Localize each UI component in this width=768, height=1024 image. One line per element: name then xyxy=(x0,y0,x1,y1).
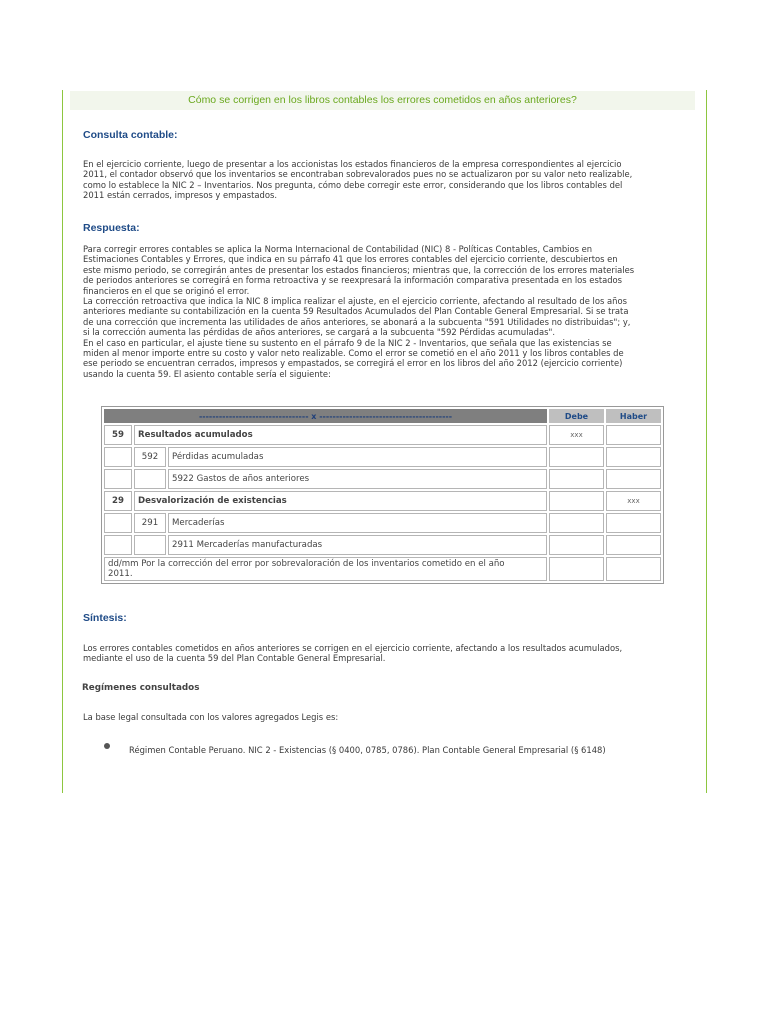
haber-value xyxy=(606,513,661,533)
respuesta-line: este mismo periodo, se corregirán antes de presentar los estados financieros; mientras que, la corrección de los errores materiales xyxy=(83,264,635,275)
debe-value xyxy=(549,469,604,489)
consulta-paragraph xyxy=(83,159,683,201)
table-footer-row xyxy=(104,557,661,581)
account-name: Pérdidas acumuladas xyxy=(168,447,547,467)
haber-value xyxy=(606,425,661,445)
account-code xyxy=(104,469,132,489)
table-row xyxy=(104,425,661,445)
respuesta-line: de una corrección que incrementa las utilidades de años anteriores, se abonará a la subcuenta "591 Utilidades no distribuidas"; y, xyxy=(83,316,631,327)
table-row xyxy=(104,447,661,467)
gloss-line: 2011. xyxy=(108,569,133,579)
subaccount-code xyxy=(134,469,166,489)
sintesis-heading: Síntesis: xyxy=(83,612,127,624)
bullet-icon xyxy=(104,743,110,749)
table-row xyxy=(104,491,661,511)
debe-value xyxy=(549,557,604,581)
regimen-item: Régimen Contable Peruano. NIC 2 - Existencias (§ 0400, 0785, 0786). Plan Contable General Empresarial (§ 6148) xyxy=(129,745,606,755)
respuesta-paragraph xyxy=(83,244,683,379)
sintesis-paragraph xyxy=(83,643,683,664)
haber-value xyxy=(606,535,661,555)
respuesta-line: si la corrección aumenta las pérdidas de años anteriores, se cargará a la subcuenta "592 Pérdidas acumuladas". xyxy=(83,327,555,338)
table-row xyxy=(104,513,661,533)
subaccount-code: 291 xyxy=(134,513,166,533)
consulta-line: como lo establece la NIC 2 – Inventarios. Nos pregunta, cómo debe corregir este error, considerando que los libros contables del xyxy=(83,179,623,190)
gloss-line: dd/mm Por la corrección del error por sobrevaloración de los inventarios cometido en el año xyxy=(108,559,505,569)
respuesta-line: En el caso en particular, el ajuste tiene su sustento en el párrafo 9 de la NIC 2 - Inventarios, que señala que las existencias se xyxy=(83,337,612,348)
debe-value xyxy=(549,447,604,467)
respuesta-heading: Respuesta: xyxy=(83,222,140,234)
respuesta-line: anteriores mediante su contabilización en la cuenta 59 Resultados Acumulados del Plan Contable General Empresarial. Si se trata xyxy=(83,306,629,317)
subaccount-code: 592 xyxy=(134,447,166,467)
consulta-line: 2011 están cerrados, impresos y empastados. xyxy=(83,190,277,201)
respuesta-line: de periodos anteriores se corregirá en forma retroactiva y se reexpresará la información comparativa presentada en los estados xyxy=(83,275,623,286)
respuesta-line: Estimaciones Contables y Errores, que indica en su párrafo 41 que los errores contables del ejercicio corriente, descubiertos en xyxy=(83,254,618,265)
debe-value xyxy=(549,535,604,555)
entry-gloss xyxy=(104,557,547,581)
respuesta-line: La corrección retroactiva que indica la NIC 8 implica realizar el ajuste, en el ejercicio corriente, afectando al resultado de los años xyxy=(83,296,627,307)
debe-value: xxx xyxy=(549,425,604,445)
table-row xyxy=(104,535,661,555)
sintesis-line: Los errores contables cometidos en años anteriores se corrigen en el ejercicio corriente, afectando a los resultados acumulados, xyxy=(83,643,623,653)
debe-value xyxy=(549,491,604,511)
haber-value xyxy=(606,447,661,467)
regimenes-heading: Regímenes consultados xyxy=(82,683,200,693)
account-name: 2911 Mercaderías manufacturadas xyxy=(168,535,547,555)
account-name: Mercaderías xyxy=(168,513,547,533)
consulta-heading: Consulta contable: xyxy=(83,129,178,141)
sintesis-line: mediante el uso de la cuenta 59 del Plan Contable General Empresarial. xyxy=(83,653,386,664)
consulta-line: En el ejercicio corriente, luego de presentar a los accionistas los estados financieros de la empresa correspondientes al ejercicio xyxy=(83,159,622,169)
account-code xyxy=(104,535,132,555)
account-code: 59 xyxy=(104,425,132,445)
consulta-line: 2011, el contador observó que los inventarios se encontraban sobrevalorados pues no se actualizaron por su valor neto realizable, xyxy=(83,169,633,180)
debe-value xyxy=(549,513,604,533)
table-row xyxy=(104,469,661,489)
haber-header: Haber xyxy=(606,409,661,423)
account-name: 5922 Gastos de años anteriores xyxy=(168,469,547,489)
journal-entry-table xyxy=(101,406,664,584)
respuesta-line: financieros en el que se originó el error. xyxy=(83,285,250,296)
account-name: Resultados acumulados xyxy=(134,425,547,445)
account-code xyxy=(104,447,132,467)
haber-value: xxx xyxy=(606,491,661,511)
respuesta-line: usando la cuenta 59. El asiento contable sería el siguiente: xyxy=(83,368,331,379)
regimenes-intro: La base legal consultada con los valores agregados Legis es: xyxy=(83,712,339,722)
article-title: Cómo se corrigen en los libros contables los errores cometidos en años anteriores? xyxy=(188,94,577,106)
debe-header: Debe xyxy=(549,409,604,423)
account-code: 29 xyxy=(104,491,132,511)
account-name: Desvalorización de existencias xyxy=(134,491,547,511)
subaccount-code xyxy=(134,535,166,555)
header-separator: --------------------------------- x ---------------------------------------- xyxy=(104,409,547,423)
account-code xyxy=(104,513,132,533)
respuesta-line: Para corregir errores contables se aplica la Norma Internacional de Contabilidad (NIC) 8 - Políticas Contables, Cambios en xyxy=(83,244,593,254)
table-header-row xyxy=(104,409,661,423)
respuesta-line: miden al menor importe entre su costo y valor neto realizable. Como el error se cometió en el año 2011 y los libros contables de xyxy=(83,348,624,359)
haber-value xyxy=(606,469,661,489)
haber-value xyxy=(606,557,661,581)
respuesta-line: ese periodo se encuentran cerrados, impresos y empastados, se corregirá el error en los libros del año 2012 (ejercicio corriente) xyxy=(83,358,623,369)
